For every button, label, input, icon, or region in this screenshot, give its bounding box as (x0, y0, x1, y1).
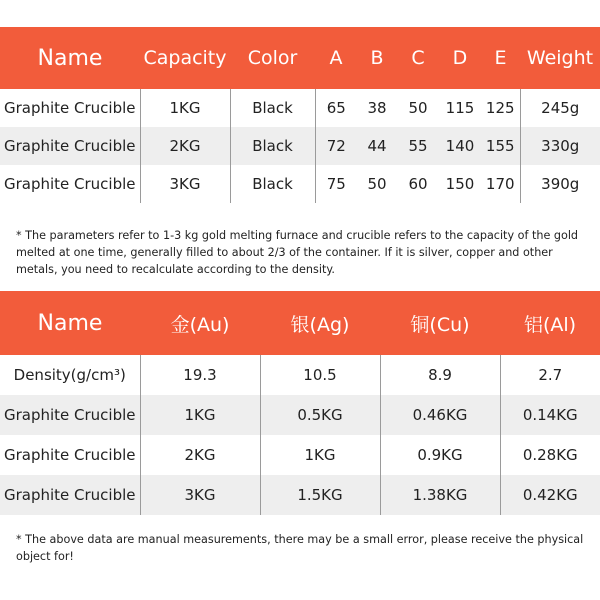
cell-name: Graphite Crucible (0, 165, 140, 203)
crucible-spec-table (0, 27, 600, 203)
cell-d: 150 (439, 165, 481, 203)
cell-c: 55 (397, 127, 439, 165)
cell-capacity: 2KG (140, 127, 230, 165)
table-row (0, 435, 600, 475)
cell-gold: 19.3 (140, 355, 260, 395)
cell-gold: 2KG (140, 435, 260, 475)
cell-e: 125 (481, 89, 520, 127)
cell-silver: 1.5KG (260, 475, 380, 515)
cell-capacity: 3KG (140, 165, 230, 203)
cell-weight: 245g (520, 89, 600, 127)
cell-weight: 390g (520, 165, 600, 203)
table-row (0, 475, 600, 515)
header-name: Name (0, 291, 140, 355)
cell-c: 50 (397, 89, 439, 127)
table-header-row (0, 27, 600, 89)
cell-aluminum: 2.7 (500, 355, 600, 395)
header-capacity: Capacity (140, 27, 230, 89)
header-weight: Weight (520, 27, 600, 89)
header-silver: 银(Ag) (260, 291, 380, 355)
cell-d: 140 (439, 127, 481, 165)
cell-color: Black (230, 165, 315, 203)
cell-capacity: 1KG (140, 89, 230, 127)
table-row (0, 355, 600, 395)
cell-name: Density(g/cm³) (0, 355, 140, 395)
cell-copper: 1.38KG (380, 475, 500, 515)
header-copper: 铜(Cu) (380, 291, 500, 355)
cell-color: Black (230, 127, 315, 165)
cell-a: 72 (315, 127, 357, 165)
cell-aluminum: 0.42KG (500, 475, 600, 515)
cell-copper: 8.9 (380, 355, 500, 395)
header-color: Color (230, 27, 315, 89)
header-aluminum: 铝(Al) (500, 291, 600, 355)
table-row (0, 395, 600, 435)
cell-name: Graphite Crucible (0, 395, 140, 435)
cell-name: Graphite Crucible (0, 89, 140, 127)
cell-c: 60 (397, 165, 439, 203)
header-gold: 金(Au) (140, 291, 260, 355)
cell-aluminum: 0.14KG (500, 395, 600, 435)
table-row (0, 127, 600, 165)
measurement-note: * The above data are manual measurements, there may be a small error, please receive the physical object for! (16, 533, 584, 563)
table-row (0, 165, 600, 203)
header-c: C (397, 27, 439, 89)
cell-copper: 0.9KG (380, 435, 500, 475)
cell-silver: 10.5 (260, 355, 380, 395)
cell-a: 65 (315, 89, 357, 127)
header-name: Name (0, 27, 140, 89)
cell-b: 38 (357, 89, 397, 127)
cell-copper: 0.46KG (380, 395, 500, 435)
metal-density-table (0, 291, 600, 515)
cell-silver: 1KG (260, 435, 380, 475)
cell-name: Graphite Crucible (0, 127, 140, 165)
cell-name: Graphite Crucible (0, 435, 140, 475)
header-d: D (439, 27, 481, 89)
cell-name: Graphite Crucible (0, 475, 140, 515)
cell-color: Black (230, 89, 315, 127)
header-b: B (357, 27, 397, 89)
cell-b: 50 (357, 165, 397, 203)
cell-d: 115 (439, 89, 481, 127)
parameters-note: * The parameters refer to 1-3 kg gold melting furnace and crucible refers to the capacity of the gold melted at one time, generally filled to about 2/3 of the container. If it is silver, copper and other metals, you need to recalculate according to the density. (16, 229, 579, 276)
table-header-row (0, 291, 600, 355)
cell-gold: 3KG (140, 475, 260, 515)
cell-b: 44 (357, 127, 397, 165)
cell-e: 155 (481, 127, 520, 165)
cell-aluminum: 0.28KG (500, 435, 600, 475)
header-a: A (315, 27, 357, 89)
cell-silver: 0.5KG (260, 395, 380, 435)
cell-a: 75 (315, 165, 357, 203)
cell-weight: 330g (520, 127, 600, 165)
table-row (0, 89, 600, 127)
cell-e: 170 (481, 165, 520, 203)
cell-gold: 1KG (140, 395, 260, 435)
header-e: E (481, 27, 520, 89)
